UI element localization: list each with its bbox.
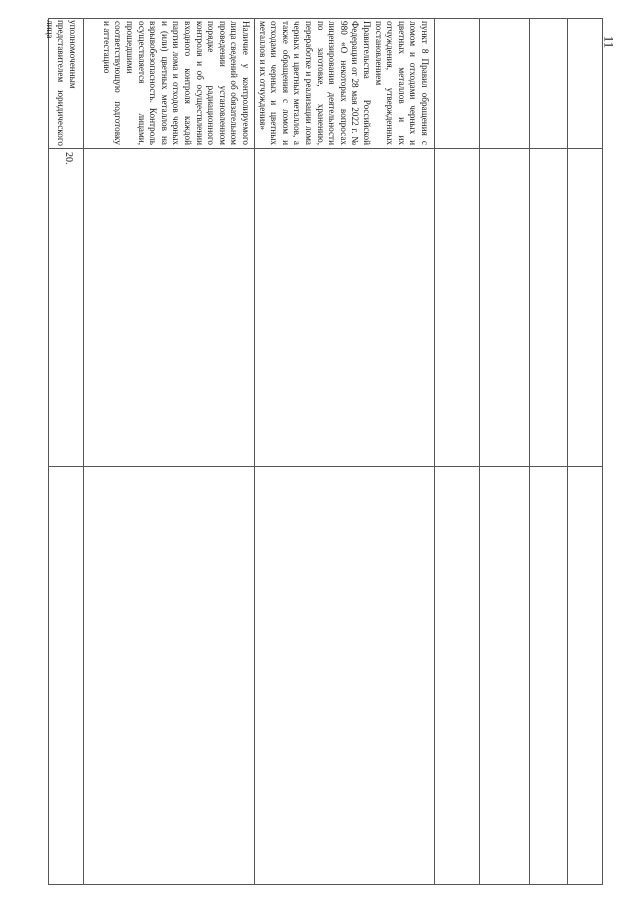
row-20-requirement-text: Наличие у контролируемого лица сведений об обязательном проведении установленном порядке радиационного контроля и об осуществлении входного контроля каждой партии лома и отходов черных и (или) цветных металлов на взрывобезопасность. Контроль осуществляется лицами, прошедшими соответствующую подготовку и аттестацию [101,21,251,145]
row-20-legal-basis-cell [254,18,434,148]
row-20-requirement-cell [83,18,254,148]
table-row-divider [48,466,603,467]
row-number: 20. [63,152,74,165]
checklist-table [44,18,603,885]
row-20-legal-basis-text: пункт 8 Правил обращения с ломом и отходами черных и цветных металлов и их отчуждения, утвержденных постановлением Правительства Российской Федерации от 28 мая 2022 г. № 980 «О некоторых вопросах лицензирования деятельности по заготовке, хранению, переработке и реализации лома черных и цветных металлов, а также обращения с ломом и отходами черных и цветных металлов и их отчуждения» [257,21,430,145]
row-requirement-cell [83,148,254,466]
row-number-cell [48,148,83,466]
row-20-number-cell [48,18,83,148]
header-label: уполномоченным представителем юридического лица [44,20,78,146]
table-border-bottom [48,884,603,885]
page-number: 11 [601,35,617,49]
